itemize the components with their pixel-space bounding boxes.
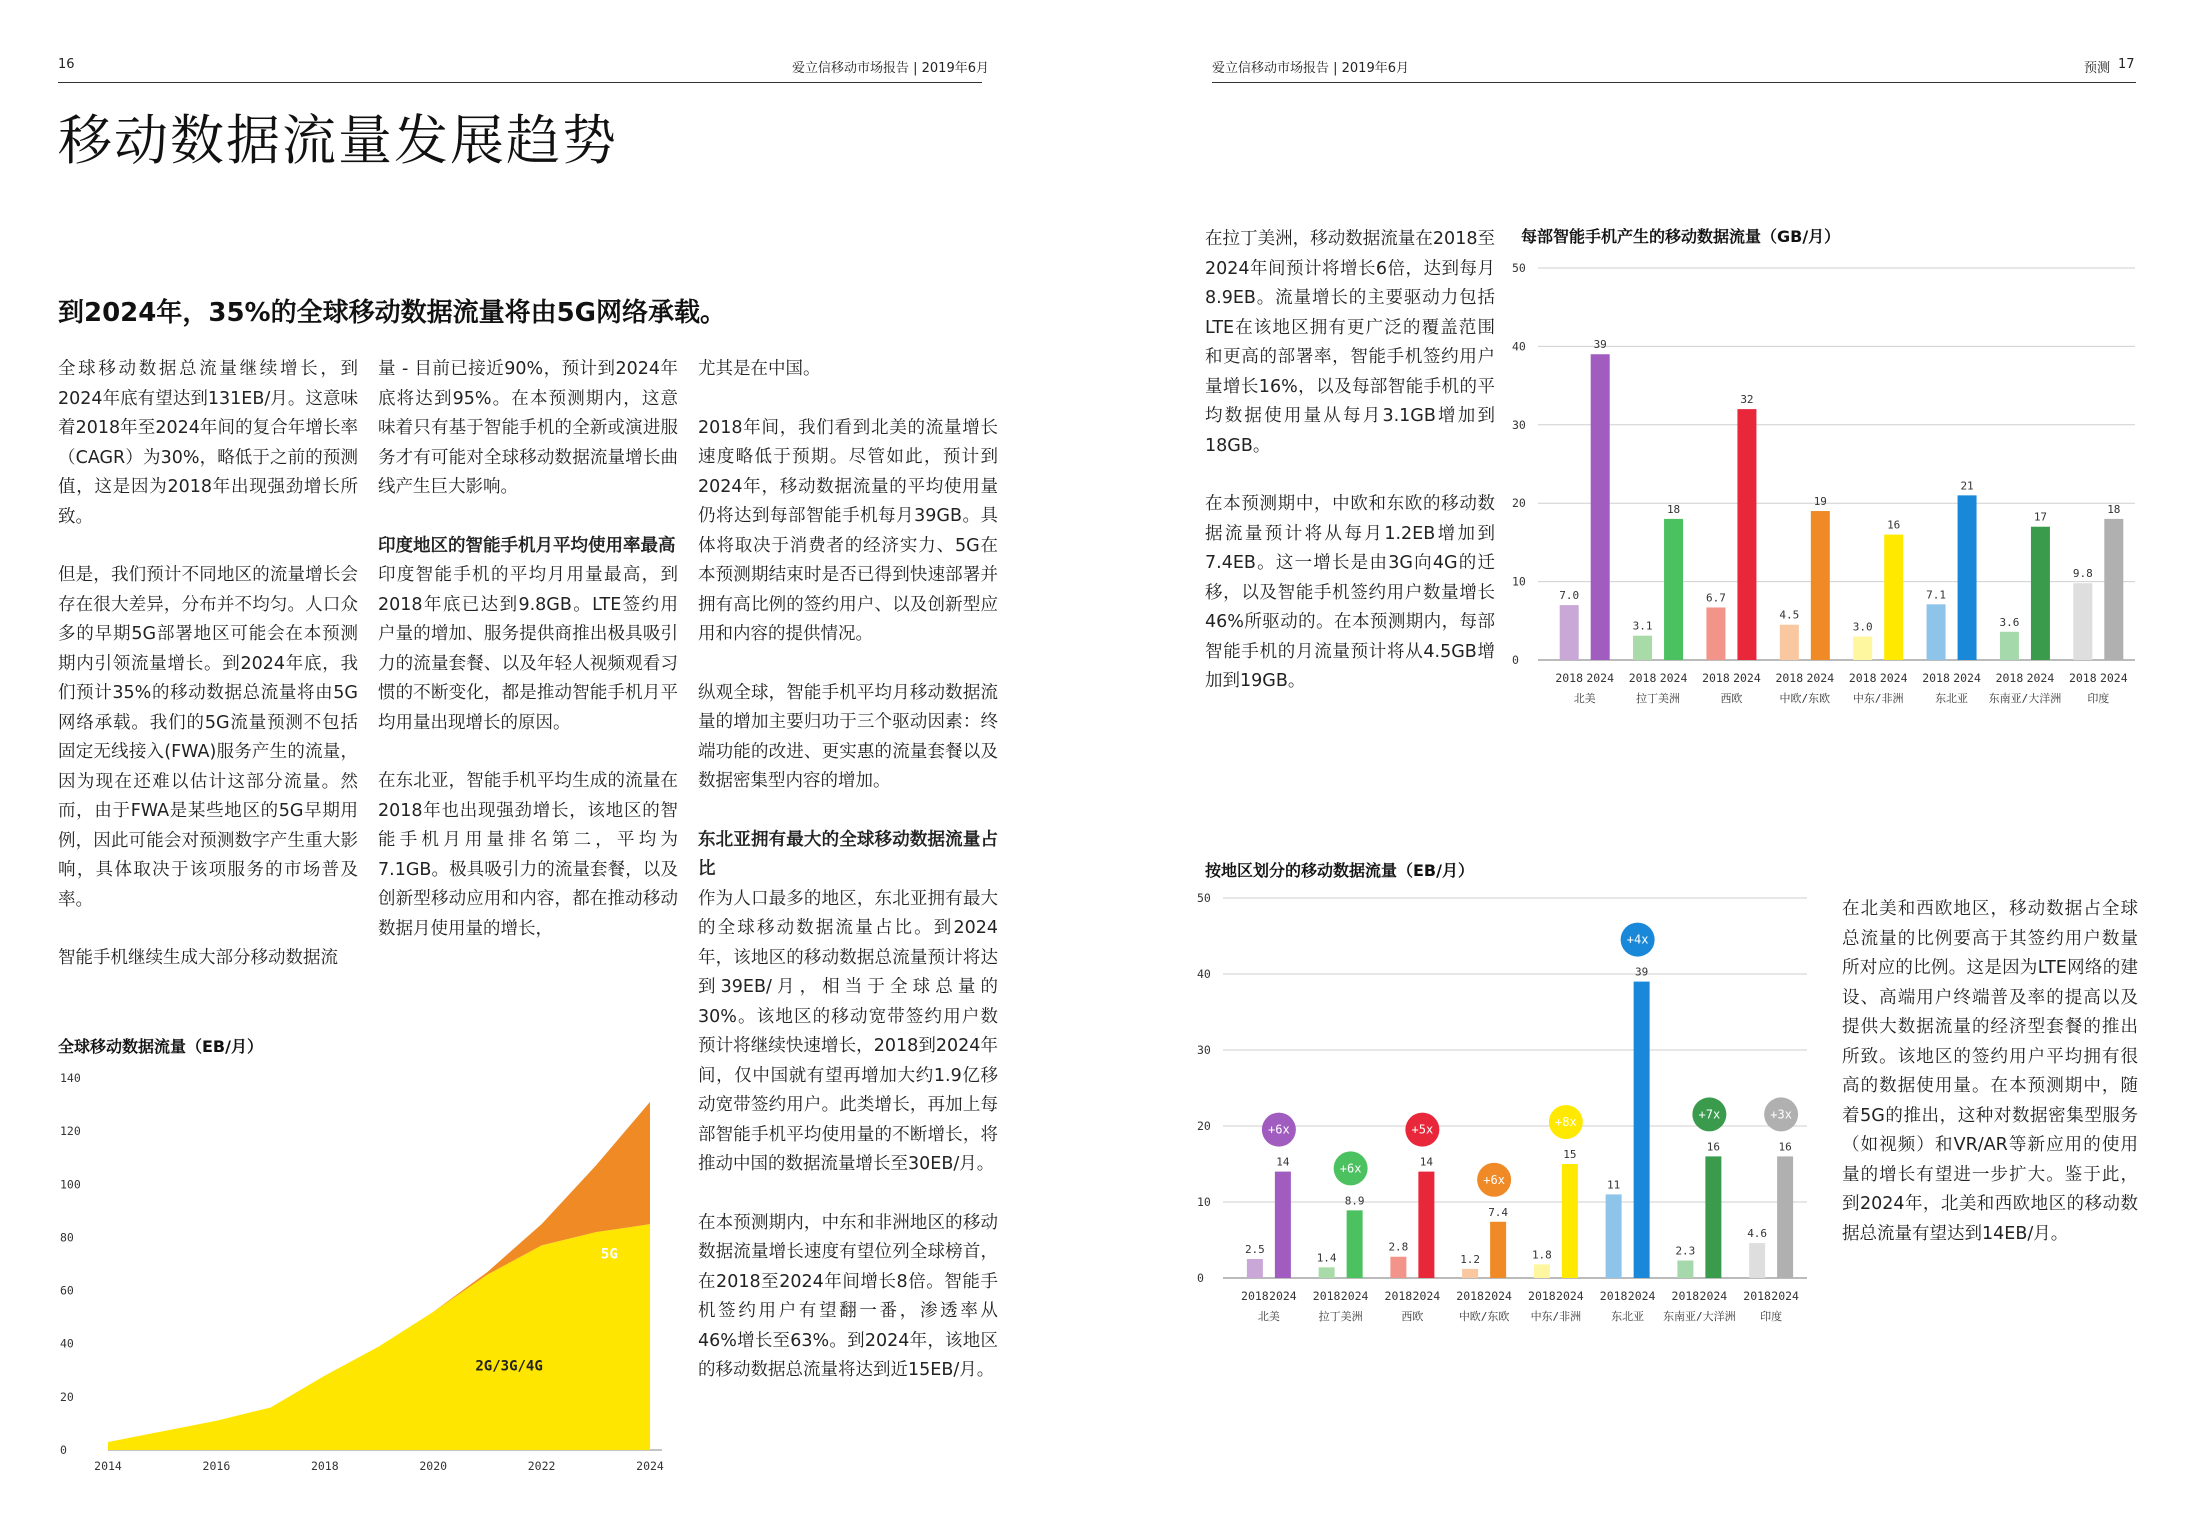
bar-value-label: 15 — [1563, 1148, 1577, 1161]
growth-badge-label: +8x — [1555, 1115, 1577, 1129]
bar-india-2024 — [1777, 1156, 1793, 1278]
bar-value-label: 1.2 — [1460, 1252, 1481, 1266]
y-tick-label: 50 — [1197, 891, 1211, 905]
text-column-2 — [378, 355, 678, 973]
right-page-number: 17 — [2118, 57, 2135, 72]
year-tick-label: 2024 — [1484, 1289, 1512, 1303]
year-tick-label: 2024 — [1586, 671, 1615, 685]
col3-paragraph-5: 在本预测期内，中东和非洲地区的移动数据流量增长速度有望位列全球榜首，在2018至2024年间增长8倍。智能手机签约用户有望翻一番，渗透率从46%增长至63%。到2024年，该地区的移动数据总流量将达到近15EB/月。 — [698, 1212, 998, 1380]
left-header-title: 爱立信移动市场报告 | 2019年6月 — [792, 61, 989, 76]
year-tick-label: 2018 — [1775, 671, 1804, 685]
year-tick-label: 2024 — [1733, 671, 1761, 685]
y-tick-label: 30 — [1197, 1043, 1211, 1057]
year-tick-label: 2024 — [1556, 1289, 1584, 1303]
year-tick-label: 2018 — [2068, 671, 2097, 685]
year-tick-label: 2018 — [1995, 671, 2024, 685]
col2-paragraph-1: 量 - 目前已接近90%，预计到2024年底将达到95%。在本预测期内，这意味着只有基于智能手机的全新或演进服务才有可能对全球移动数据流量增长曲线产生巨大影响。 — [378, 359, 678, 497]
right-header-rule — [1212, 82, 2136, 83]
bar-value-label: 2.5 — [1244, 1243, 1265, 1256]
area-x-tick-label: 2014 — [94, 1459, 122, 1473]
right-top-paragraph-2: 在本预测期中，中欧和东欧的移动数据流量预计将从每月1.2EB增加到7.4EB。这一增长是由3G向4G的迁移，以及智能手机签约用户数量增长46%所驱动的。在本预测期内，每部智能手机的月流量预计将从4.5GB增加到19GB。 — [1205, 494, 1495, 691]
bar-nea-2024 — [1634, 982, 1650, 1278]
bar-mea-2018 — [1534, 1264, 1550, 1278]
region-label: 拉丁美洲 — [1318, 1310, 1363, 1323]
year-tick-label: 2024 — [1953, 671, 1981, 685]
area-x-tick-label: 2018 — [310, 1459, 339, 1473]
y-tick-label: 40 — [1197, 967, 1211, 981]
right-section-label: 预测 — [2084, 61, 2111, 76]
bar-value-label: 7.1 — [1926, 588, 1946, 602]
year-tick-label: 2024 — [1412, 1289, 1441, 1303]
year-tick-label: 2024 — [1699, 1289, 1728, 1303]
col3-paragraph-4: 作为人口最多的地区，东北亚拥有最大的全球移动数据流量占比。到2024年，该地区的移动数据总流量预计将达到39EB/月，相当于全球总量的30%。该地区的移动宽带签约用户数预计将继续快速增长，2018到2024年间，仅中国就有望再增加大约1.9亿移动宽带签约用户。此类增长，再加上每部智能手机平均使用量的不断增长，将推动中国的数据流量增长至30EB/月。 — [698, 888, 998, 1174]
bar-value-label: 2.3 — [1675, 1244, 1696, 1258]
area-y-tick-label: 120 — [60, 1124, 81, 1139]
region-label: 拉丁美洲 — [1636, 692, 1681, 705]
year-tick-label: 2024 — [1340, 1289, 1369, 1303]
year-tick-label: 2018 — [1528, 1289, 1556, 1303]
region-label: 中东/非洲 — [1530, 1310, 1582, 1323]
area-x-tick-label: 2022 — [527, 1459, 556, 1473]
year-tick-label: 2024 — [1659, 671, 1688, 685]
year-tick-label: 2024 — [2026, 671, 2055, 685]
bar-value-label: 3.6 — [1999, 615, 2020, 629]
area-series-2g3g4g — [108, 1224, 650, 1450]
year-tick-label: 2018 — [1743, 1289, 1771, 1303]
bar-value-label: 16 — [1887, 518, 1901, 532]
area-y-tick-label: 20 — [60, 1389, 74, 1404]
area-x-tick-label: 2024 — [636, 1459, 664, 1473]
bar-na-2018 — [1247, 1259, 1263, 1278]
col2-heading: 印度地区的智能手机月平均使用率最高 — [378, 535, 676, 556]
y-tick-label: 40 — [1512, 339, 1526, 354]
bar-value-label: 21 — [1960, 479, 1974, 493]
col1-paragraph-1: 全球移动数据总流量继续增长，到2024年底有望达到131EB/月。这意味着2018年至2024年间的复合年增长率（CAGR）为30%，略低于之前的预测值，这是因为2018年出现强劲增长所致。 — [58, 359, 358, 527]
right-text-top — [1205, 225, 1495, 726]
region-label: 中欧/东欧 — [1458, 1310, 1510, 1323]
region-label: 东南亚/大洋洲 — [1988, 692, 2062, 705]
regional-traffic-bar-chart — [1195, 880, 1815, 1340]
bar-na-2024 — [1591, 354, 1610, 660]
bar-cee-2024 — [1490, 1222, 1506, 1278]
y-tick-label: 10 — [1197, 1195, 1211, 1209]
year-tick-label: 2024 — [2099, 671, 2128, 685]
right-top-paragraph-1: 在拉丁美洲，移动数据流量在2018至2024年间预计将增长6倍，达到每月8.9EB。流量增长的主要驱动力包括LTE在该地区拥有更广泛的覆盖范围和更高的部署率，智能手机签约用户量增长16%，以及每部智能手机的平均数据使用量从每月3.1GB增加到18GB。 — [1205, 229, 1495, 456]
col2-paragraph-3: 在东北亚，智能手机平均生成的流量在2018年也出现强劲增长，该地区的智能手机月用量排名第二，平均为7.1GB。极具吸引力的流量套餐，以及创新型移动应用和内容，都在推动移动数据月使用量的增长， — [378, 771, 678, 939]
year-tick-label: 2024 — [1269, 1289, 1297, 1303]
bar-la-2024 — [1347, 1210, 1363, 1278]
bar-value-label: 3.0 — [1852, 620, 1873, 634]
per-smartphone-traffic-bar-chart — [1510, 250, 2150, 720]
col3-heading: 东北亚拥有最大的全球移动数据流量占比 — [698, 829, 998, 879]
year-tick-label: 2018 — [1555, 671, 1584, 685]
year-tick-label: 2018 — [1848, 671, 1877, 685]
year-tick-label: 2024 — [1627, 1289, 1656, 1303]
region-label: 印度 — [2087, 692, 2110, 705]
right-header-title: 爱立信移动市场报告 | 2019年6月 — [1212, 61, 1409, 76]
year-tick-label: 2018 — [1241, 1289, 1269, 1303]
region-label: 西欧 — [1720, 692, 1743, 705]
bar-we-2018 — [1390, 1257, 1406, 1278]
bar-value-label: 18 — [2107, 502, 2121, 516]
bar-value-label: 19 — [1813, 495, 1827, 509]
year-tick-label: 2018 — [1456, 1289, 1484, 1303]
bar-nea-2018 — [1927, 604, 1946, 660]
bar-value-label: 4.5 — [1779, 608, 1800, 622]
year-tick-label: 2018 — [1384, 1289, 1413, 1303]
year-tick-label: 2018 — [1312, 1289, 1341, 1303]
bar-value-label: 11 — [1607, 1178, 1621, 1192]
region-label: 中欧/东欧 — [1779, 692, 1831, 705]
bar-we-2018 — [1706, 607, 1725, 660]
area-y-tick-label: 0 — [60, 1443, 67, 1457]
area-chart-title: 全球移动数据流量（EB/月） — [58, 1037, 263, 1056]
bar-we-2024 — [1737, 409, 1756, 660]
area-y-tick-label: 40 — [60, 1336, 74, 1351]
growth-badge-label: +7x — [1698, 1107, 1721, 1122]
area-y-tick-label: 100 — [60, 1177, 81, 1192]
col3-paragraph-2: 2018年间，我们看到北美的流量增长速度略低于预期。尽管如此，预计到2024年，移动数据流量的平均使用量仍将达到每部智能手机每月39GB。具体将取决于消费者的经济实力、5G在本预测期结束时是否已得到快速部署并拥有高比例的签约用户、以及创新型应用和内容的提供情况。 — [698, 417, 998, 644]
y-tick-label: 50 — [1512, 261, 1526, 275]
left-page-number: 16 — [58, 57, 75, 72]
growth-badge-label: +4x — [1626, 932, 1649, 947]
bar-cee-2018 — [1462, 1269, 1478, 1278]
bar-value-label: 3.1 — [1632, 619, 1653, 633]
bar-india-2024 — [2104, 519, 2123, 660]
bar-sea-2018 — [2000, 632, 2019, 660]
col3-paragraph-3: 纵观全球，智能手机平均月移动数据流量的增加主要归功于三个驱动因素：终端功能的改进、更实惠的流量套餐以及数据密集型内容的增加。 — [698, 682, 998, 791]
growth-badge-label: +6x — [1483, 1172, 1505, 1187]
y-tick-label: 30 — [1512, 417, 1526, 432]
bar-sea-2018 — [1677, 1261, 1693, 1278]
right-bottom-paragraph-1: 在北美和西欧地区，移动数据占全球总流量的比例要高于其签约用户数量所对应的比例。这是因为LTE网络的建设、高端用户终端普及率的提高以及提供大数据流量的经济型套餐的推出所致。该地区的签约用户平均拥有很高的数据使用量。在本预测期中，随着5G的推出，这种对数据密集型服务（如视频）和VR/AR等新应用的使用量的增长有望进一步扩大。鉴于此，到2024年，北美和西欧地区的移动数据总流量有望达到14EB/月。 — [1842, 899, 2138, 1244]
bar-value-label: 8.9 — [1344, 1194, 1365, 1208]
bar-sea-2024 — [1705, 1156, 1721, 1278]
y-tick-label: 20 — [1197, 1119, 1211, 1133]
bar-value-label: 14 — [1419, 1155, 1433, 1169]
bar-sea-2024 — [2031, 527, 2050, 660]
bar-na-2018 — [1560, 605, 1579, 660]
year-tick-label: 2024 — [1806, 671, 1835, 685]
area-y-tick-label: 60 — [60, 1283, 74, 1298]
col1-paragraph-2: 但是，我们预计不同地区的流量增长会存在很大差异，分布并不均匀。人口众多的早期5G部署地区可能会在本预测期内引领流量增长。到2024年底，我们预计35%的移动数据总流量将由5G网络承载。我们的5G流量预测不包括固定无线接入(FWA)服务产生的流量，因为现在还难以估计这部分流量。然而，由于FWA是某些地区的5G早期用例，因此可能会对预测数字产生重大影响，具体取决于该项服务的市场普及率。 — [58, 565, 358, 910]
y-tick-label: 0 — [1512, 653, 1519, 667]
year-tick-label: 2018 — [1628, 671, 1657, 685]
area-y-tick-label: 80 — [60, 1230, 74, 1245]
bar-india-2018 — [1749, 1243, 1765, 1278]
bar-value-label: 14 — [1276, 1155, 1290, 1169]
year-tick-label: 2018 — [1702, 671, 1730, 685]
col3-paragraph-1: 尤其是在中国。 — [698, 359, 821, 379]
bar-value-label: 32 — [1740, 393, 1754, 407]
bar-value-label: 39 — [1593, 338, 1607, 352]
bar-la-2024 — [1664, 519, 1683, 660]
bar-value-label: 16 — [1778, 1140, 1792, 1154]
growth-badge-label: +6x — [1268, 1122, 1290, 1137]
bar-value-label: 7.0 — [1559, 589, 1580, 603]
bar-value-label: 18 — [1666, 502, 1681, 516]
region-label: 北美 — [1573, 692, 1596, 705]
year-tick-label: 2018 — [1599, 1289, 1628, 1303]
col1-paragraph-3: 智能手机继续生成大部分移动数据流 — [58, 948, 338, 968]
year-tick-label: 2024 — [1879, 671, 1908, 685]
region-label: 印度 — [1760, 1310, 1783, 1323]
page-title: 移动数据流量发展趋势 — [58, 109, 618, 172]
growth-badge-label: +3x — [1770, 1107, 1792, 1122]
area-x-tick-label: 2020 — [419, 1459, 448, 1473]
global-traffic-area-chart — [40, 1060, 680, 1480]
bar-chart-2-title: 按地区划分的移动数据流量（EB/月） — [1205, 861, 1474, 880]
year-tick-label: 2018 — [1922, 671, 1950, 685]
bar-value-label: 17 — [2033, 510, 2048, 524]
bar-la-2018 — [1633, 636, 1652, 660]
region-label: 东南亚/大洋洲 — [1663, 1310, 1736, 1323]
series-label-5g: 5G — [600, 1246, 618, 1263]
bar-na-2024 — [1275, 1172, 1291, 1278]
col2-paragraph-2: 印度智能手机的平均月用量最高，到2018年底已达到9.8GB。LTE签约用户量的增加、服务提供商推出极具吸引力的流量套餐、以及年轻人视频观看习惯的不断变化，都是推动智能手机月平均用量出现增长的原因。 — [378, 565, 678, 733]
bar-cee-2024 — [1811, 511, 1830, 660]
bar-india-2018 — [2073, 583, 2092, 660]
bar-mea-2024 — [1562, 1164, 1578, 1278]
text-column-1 — [58, 355, 358, 1003]
y-tick-label: 20 — [1512, 496, 1526, 511]
region-label: 东北亚 — [1611, 1310, 1645, 1323]
bar-mea-2024 — [1884, 535, 1903, 660]
region-label: 东北亚 — [1935, 692, 1969, 705]
bar-mea-2018 — [1853, 636, 1872, 660]
bar-value-label: 7.4 — [1488, 1205, 1509, 1219]
subheading: 到2024年，35%的全球移动数据流量将由5G网络承载。 — [58, 298, 727, 328]
bar-value-label: 1.8 — [1531, 1248, 1552, 1262]
bar-value-label: 2.8 — [1388, 1240, 1409, 1254]
area-x-tick-label: 2016 — [202, 1459, 231, 1473]
bar-nea-2024 — [1958, 495, 1977, 660]
bar-cee-2018 — [1780, 625, 1799, 660]
bar-value-label: 39 — [1635, 965, 1649, 979]
left-header-rule — [58, 82, 982, 83]
bar-value-label: 9.8 — [2072, 567, 2093, 581]
series-label-2g3g4g: 2G/3G/4G — [475, 1358, 543, 1375]
bar-la-2018 — [1319, 1267, 1335, 1278]
bar-we-2024 — [1418, 1172, 1434, 1278]
right-text-bottom — [1842, 895, 2138, 1278]
text-column-3 — [698, 355, 998, 1415]
area-y-tick-label: 140 — [60, 1071, 81, 1085]
year-tick-label: 2024 — [1771, 1289, 1799, 1303]
bar-nea-2018 — [1606, 1194, 1622, 1278]
y-tick-label: 0 — [1197, 1271, 1204, 1285]
bar-value-label: 4.6 — [1747, 1227, 1768, 1241]
bar-value-label: 1.4 — [1316, 1251, 1337, 1265]
year-tick-label: 2018 — [1671, 1289, 1700, 1303]
bar-chart-1-title: 每部智能手机产生的移动数据流量（GB/月） — [1521, 227, 1841, 246]
region-label: 北美 — [1257, 1310, 1280, 1323]
region-label: 中东/非洲 — [1852, 692, 1904, 705]
growth-badge-label: +5x — [1411, 1122, 1434, 1137]
bar-value-label: 6.7 — [1706, 591, 1726, 605]
bar-value-label: 16 — [1706, 1140, 1720, 1154]
region-label: 西欧 — [1401, 1310, 1424, 1323]
y-tick-label: 10 — [1512, 574, 1526, 589]
growth-badge-label: +6x — [1339, 1161, 1362, 1176]
